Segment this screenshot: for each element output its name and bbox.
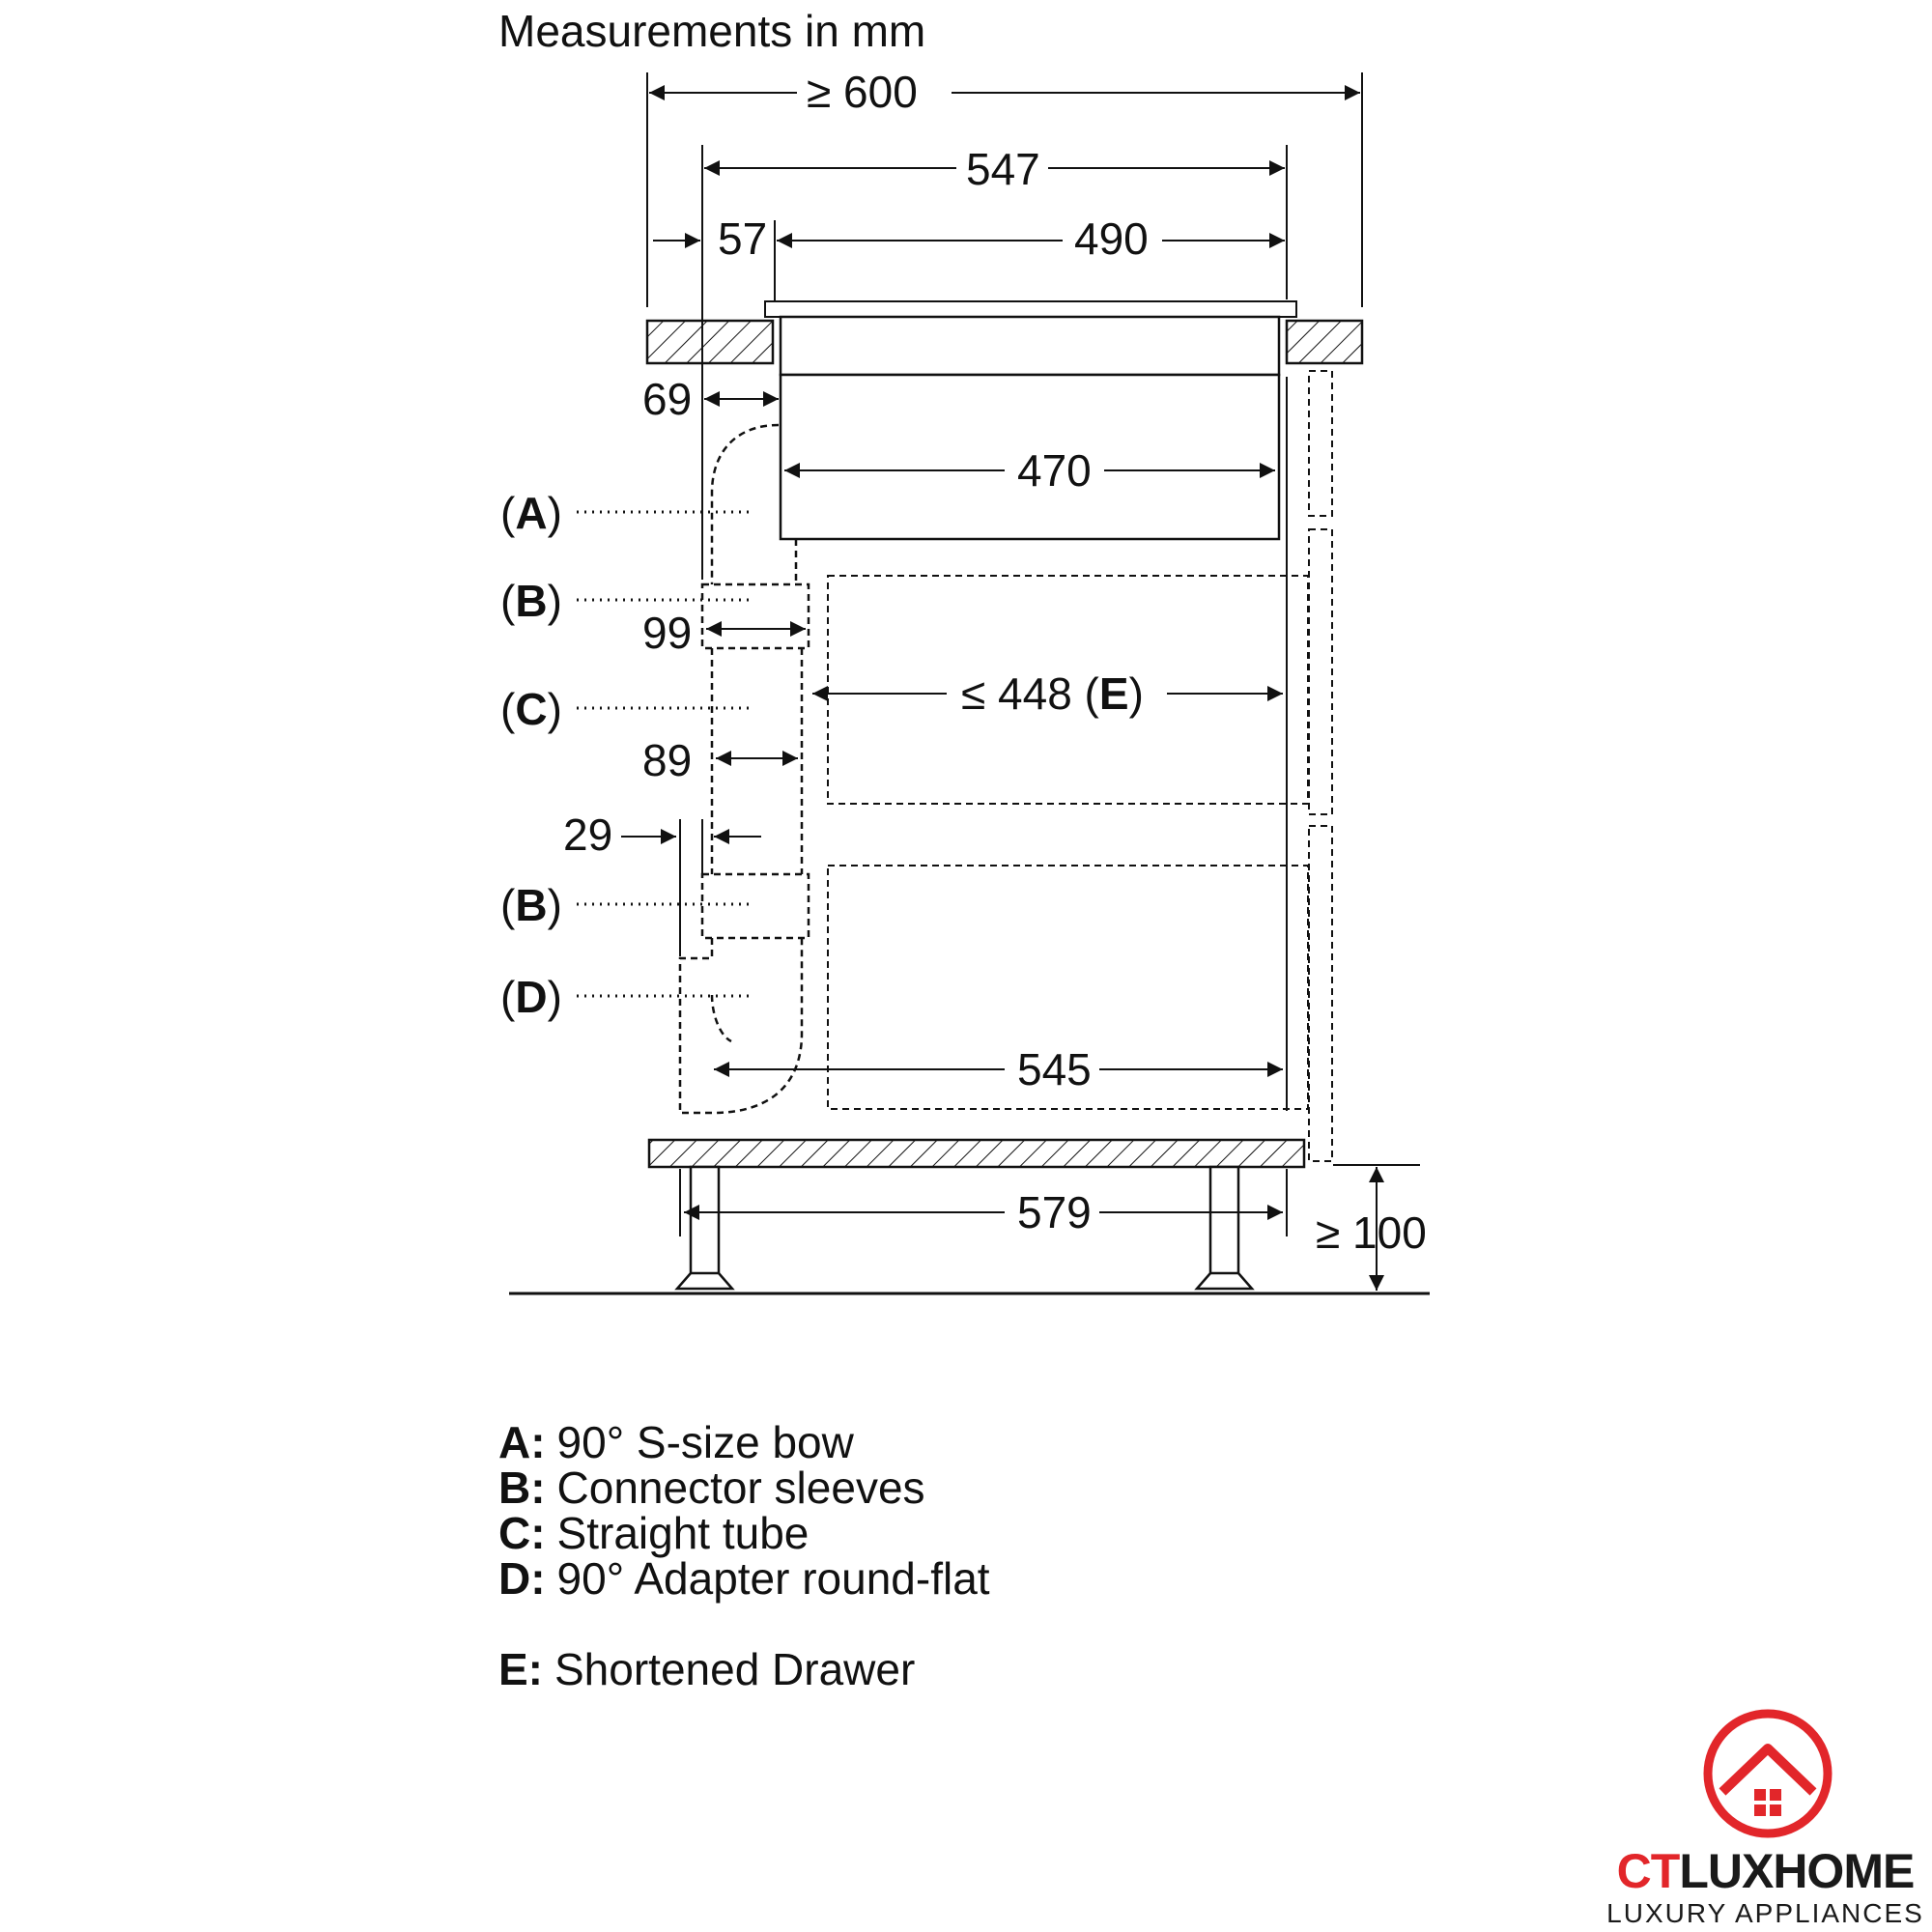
cabinet-base bbox=[649, 1140, 1304, 1167]
dim-drawer-width-label: ≤ 448 (E) bbox=[961, 668, 1144, 719]
dim-tube-width-label: 89 bbox=[642, 735, 693, 785]
brand-name: CTLUXHOME bbox=[1616, 1844, 1915, 1898]
dim-cutout-width-label: 490 bbox=[1074, 213, 1149, 264]
dim-plinth-height-label: ≥ 100 bbox=[1316, 1208, 1427, 1258]
dim-plinth-width bbox=[680, 1169, 1287, 1236]
dim-wall-gap-label: 29 bbox=[563, 810, 613, 860]
worktop-left bbox=[647, 321, 773, 363]
worktop-right bbox=[1287, 321, 1362, 363]
legend-item-d: D: 90° Adapter round-flat bbox=[498, 1553, 990, 1604]
dim-lower-width-label: 545 bbox=[1017, 1044, 1092, 1094]
dim-hob-width-label: 547 bbox=[966, 144, 1040, 194]
dim-left-offset-label: 57 bbox=[718, 213, 768, 264]
hob-glass bbox=[765, 301, 1296, 317]
callout-d: (D) bbox=[500, 972, 562, 1022]
brand-logo bbox=[1599, 1700, 1932, 1932]
callout-b-upper: (B) bbox=[500, 576, 562, 626]
drawer-key: E bbox=[1098, 668, 1129, 719]
legend bbox=[498, 1417, 990, 1694]
legend-spacer bbox=[498, 1602, 990, 1647]
dim-sleeve-width-label: 99 bbox=[642, 608, 693, 658]
hob-upper-body bbox=[781, 317, 1279, 375]
callout-a: (A) bbox=[500, 488, 562, 538]
dim-overall-width-label: ≥ 600 bbox=[807, 67, 918, 117]
legend-item-a: A: 90° S-size bow bbox=[498, 1417, 854, 1467]
dim-plinth-width-label: 579 bbox=[1017, 1187, 1092, 1237]
cabinet-side bbox=[1309, 371, 1332, 1161]
legend-item-e: E: Shortened Drawer bbox=[498, 1644, 916, 1694]
cabinet-legs bbox=[677, 1167, 1252, 1289]
callout-b-lower: (B) bbox=[500, 880, 562, 930]
dim-wall-gap bbox=[621, 819, 761, 956]
dim-duct-offset-label: 69 bbox=[642, 374, 693, 424]
legend-item-b: B: Connector sleeves bbox=[498, 1463, 925, 1513]
legend-item-c: C: Straight tube bbox=[498, 1508, 810, 1558]
callout-c: (C) bbox=[500, 684, 562, 734]
brand-tagline: LUXURY APPLIANCES bbox=[1606, 1898, 1924, 1928]
dim-body-width-label: 470 bbox=[1017, 445, 1092, 496]
house-circle-icon bbox=[1599, 1700, 1932, 1845]
callouts bbox=[500, 488, 753, 1022]
diagram-title: Measurements in mm bbox=[498, 6, 926, 56]
